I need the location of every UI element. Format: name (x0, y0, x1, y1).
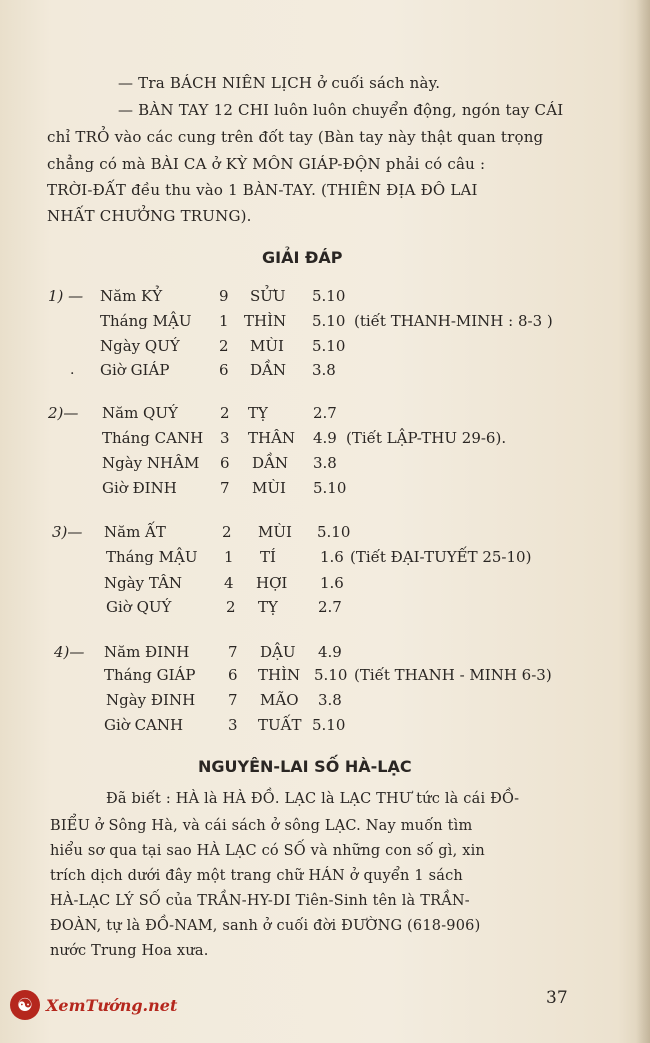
row-chi: TUẤT (258, 716, 302, 734)
body-line-6: ĐOÀN, tự là ĐỒ-NAM, sanh ở cuối đời ĐƯỜNG (618-906) (50, 918, 481, 934)
row-label: Ngày ĐINH (106, 691, 196, 709)
row-chi: MÙI (250, 337, 284, 355)
body-line-2: BIỂU ở Sông Hà, và cái sách ở sông LẠC. Nay muốn tìm (50, 818, 473, 834)
answer-number: 4)— (54, 643, 85, 661)
row-chi: SỬU (250, 287, 286, 305)
row-number: 2 (219, 337, 229, 355)
row-number: 4 (224, 574, 234, 592)
row-number: 2 (222, 523, 232, 541)
row-chi: THÂN (248, 429, 296, 447)
row-value: 5.10 (314, 666, 348, 684)
row-label: Giờ GIÁP (100, 361, 170, 379)
row-value: 3.8 (313, 454, 337, 472)
row-number: 1 (219, 312, 229, 330)
row-value: 4.9 (318, 643, 342, 661)
row-label: Ngày QUÝ (100, 337, 180, 355)
row-chi: THÌN (258, 666, 301, 684)
row-chi: MÙI (252, 479, 286, 497)
row-number: 2 (226, 598, 236, 616)
row-number: 3 (228, 716, 238, 734)
row-number: 7 (228, 643, 238, 661)
print-speck: . (70, 362, 75, 378)
intro-line-6: NHẤT CHƯỞNG TRUNG). (47, 207, 252, 225)
row-number: 6 (219, 361, 229, 379)
page-number: 37 (546, 988, 568, 1008)
row-number: 6 (228, 666, 238, 684)
row-label: Giờ QUÝ (106, 598, 172, 616)
answer-number: 3)— (52, 523, 83, 541)
intro-line-2: — BÀN TAY 12 CHI luôn luôn chuyển động, ngón tay CÁI (118, 101, 564, 119)
row-label: Ngày NHÂM (102, 454, 200, 472)
row-number: 3 (220, 429, 230, 447)
row-value: 5.10 (312, 337, 346, 355)
row-value: 2.7 (318, 598, 342, 616)
row-value: 3.8 (312, 361, 336, 379)
intro-line-4: chẳng có mà BÀI CA ở KỲ MÔN GIÁP-ĐỘN phải có câu : (47, 155, 486, 173)
intro-line-3: chỉ TRỎ vào các cung trên đốt tay (Bàn tay này thật quan trọng (47, 128, 544, 146)
row-chi: MÙI (258, 523, 292, 541)
answer-number: 1) — (48, 287, 84, 305)
row-chi: TỴ (248, 404, 268, 422)
row-chi: DẦN (250, 361, 286, 379)
row-label: Năm ĐINH (104, 643, 190, 661)
row-value: 4.9 (313, 429, 337, 447)
row-value: 5.10 (313, 479, 347, 497)
body-line-4: trích dịch dưới đây một trang chữ HÁN ở quyển 1 sách (50, 868, 463, 884)
row-label: Năm KỶ (100, 287, 163, 305)
watermark-text: XemTướng.net (46, 996, 178, 1015)
row-chi: TỴ (258, 598, 278, 616)
row-note: (Tiết ĐẠI-TUYẾT 25-10) (350, 548, 532, 566)
row-number: 6 (220, 454, 230, 472)
row-chi: HỢI (256, 574, 288, 592)
row-chi: MÃO (260, 691, 299, 709)
row-number: 1 (224, 548, 234, 566)
row-note: (tiết THANH-MINH : 8-3 ) (354, 312, 553, 330)
row-label: Tháng MẬU (106, 548, 198, 566)
row-number: 9 (219, 287, 229, 305)
row-chi: DẦN (252, 454, 288, 472)
row-label: Năm QUÝ (102, 404, 178, 422)
row-value: 1.6 (320, 548, 344, 566)
row-label: Năm ẤT (104, 523, 166, 541)
body-line-7: nước Trung Hoa xưa. (50, 943, 209, 959)
body-line-3: hiểu sơ qua tại sao HÀ LẠC có SỐ và những con số gì, xin (50, 843, 485, 859)
row-label: Giờ ĐINH (102, 479, 177, 497)
intro-line-1: — Tra BÁCH NIÊN LỊCH ở cuối sách này. (118, 74, 441, 92)
row-label: Tháng GIÁP (104, 666, 196, 684)
row-value: 5.10 (317, 523, 351, 541)
row-label: Tháng MẬU (100, 312, 192, 330)
row-note: (Tiết LẬP-THU 29-6). (346, 429, 507, 447)
intro-line-5: TRỜI-ĐẤT đều thu vào 1 BÀN-TAY. (THIÊN ĐỊA ĐÔ LAI (47, 181, 478, 199)
row-value: 2.7 (313, 404, 337, 422)
row-note: (Tiết THANH - MINH 6-3) (354, 666, 552, 684)
body-line-1: Đã biết : HÀ là HÀ ĐỒ. LẠC là LẠC THƯ tức là cái ĐỒ- (106, 791, 520, 807)
row-number: 7 (228, 691, 238, 709)
row-chi: THÌN (244, 312, 287, 330)
row-chi: DẬU (260, 643, 296, 661)
row-value: 3.8 (318, 691, 342, 709)
row-value: 5.10 (312, 312, 346, 330)
row-value: 5.10 (312, 287, 346, 305)
section-heading-nguyen-lai: NGUYÊN-LAI SỐ HÀ-LẠC (198, 757, 412, 776)
section-heading-giai-dap: GIẢI ĐÁP (262, 248, 343, 267)
yin-yang-icon: ☯ (10, 990, 40, 1020)
row-label: Giờ CANH (104, 716, 184, 734)
row-number: 2 (220, 404, 230, 422)
answer-number: 2)— (48, 404, 79, 422)
row-label: Ngày TÂN (104, 574, 183, 592)
site-watermark-logo (10, 990, 180, 1030)
page-edge-shadow (636, 0, 650, 1043)
row-number: 7 (220, 479, 230, 497)
row-value: 5.10 (312, 716, 346, 734)
row-chi: TÍ (260, 548, 276, 566)
body-line-5: HÀ-LẠC LÝ SỐ của TRẦN-HY-DI Tiên-Sinh tên là TRẦN- (50, 893, 470, 909)
row-label: Tháng CANH (102, 429, 204, 447)
row-value: 1.6 (320, 574, 344, 592)
